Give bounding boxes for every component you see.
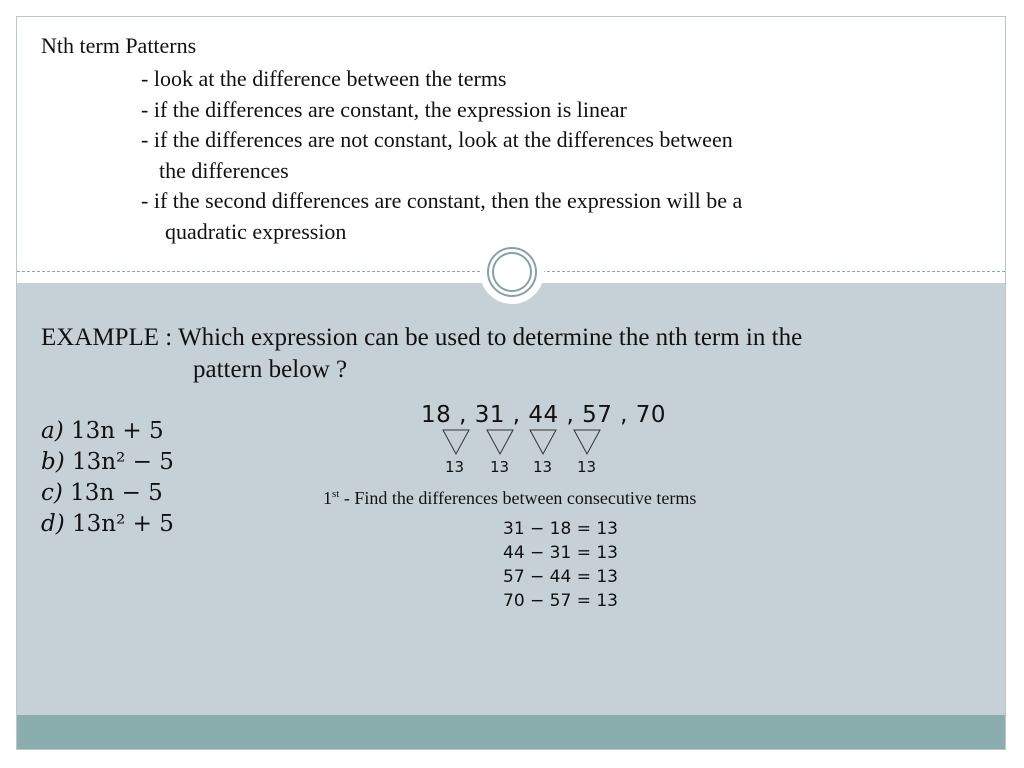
question-line-2: pattern below ? [193,356,348,383]
divider-circle-inner-ring [492,252,532,292]
option-letter: d) [41,511,65,537]
difference-label: 13 [533,458,553,476]
option-letter: a) [41,418,64,444]
down-triangle-icon [443,430,469,454]
bullet-item-continuation: quadratic expression [165,218,347,244]
equation-line: 57 − 44 = 13 [503,567,618,587]
step-text: - Find the differences between consecutive terms [339,488,697,508]
example-label: EXAMPLE : [41,324,173,351]
equation-line: 44 − 31 = 13 [503,543,618,563]
bullet-item: - if the differences are constant, the expression is linear [141,96,627,122]
option-b [41,447,174,478]
down-triangle-icon [574,430,600,454]
option-c [41,478,174,509]
difference-label: 13 [577,458,597,476]
option-letter: c) [41,480,63,506]
difference-label: 13 [490,458,510,476]
step-instruction [323,488,696,509]
equation-line: 70 − 57 = 13 [503,591,618,611]
footer-bar [17,715,1005,749]
question-line-1: Which expression can be used to determine the nth term in the [178,324,803,351]
number-sequence: 18 , 31 , 44 , 57 , 70 [421,402,667,428]
option-a [41,416,174,447]
option-expression: 13n² − 5 [72,449,174,475]
down-triangle-icon [487,430,513,454]
equation-line: 31 − 18 = 13 [503,519,618,539]
bullet-list [141,64,742,247]
difference-triangles [441,427,641,457]
step-ordinal: 1 [323,488,332,508]
answer-options [41,416,174,540]
step-ordinal-suffix: st [332,488,340,500]
difference-equations [503,517,618,613]
slide [16,16,1006,750]
option-expression: 13n − 5 [70,480,163,506]
down-triangle-icon [530,430,556,454]
difference-label: 13 [445,458,465,476]
option-expression: 13n + 5 [71,418,164,444]
slide-title: Nth term Patterns [41,33,197,58]
bullet-item: - look at the difference between the terms [141,66,507,91]
option-letter: b) [41,449,65,475]
option-d [41,509,174,540]
bullet-item-continuation: the differences [159,157,289,183]
bullet-item: - if the differences are not constant, look at the differences between [141,127,733,152]
option-expression: 13n² + 5 [72,511,174,537]
bullet-item: - if the second differences are constant, then the expression will be a [141,188,743,213]
example-question [41,322,802,386]
